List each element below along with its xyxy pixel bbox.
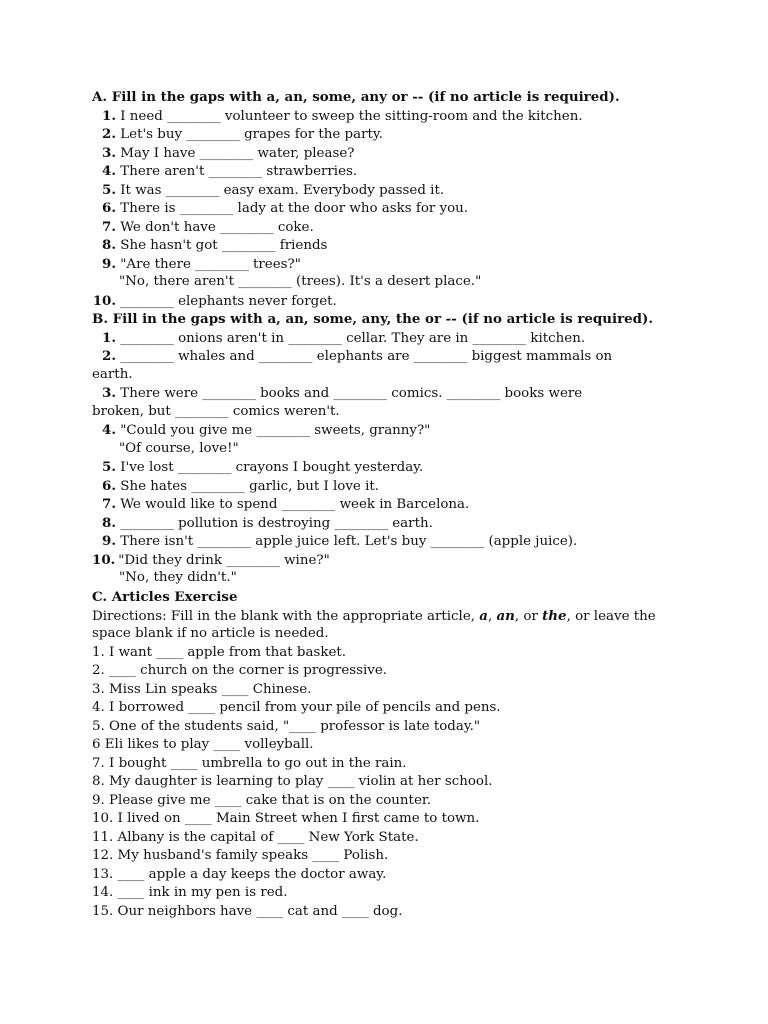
item-text: ________ elephants never forget. bbox=[120, 294, 337, 309]
section-b-item-continuation: broken, but ________ comics weren't. bbox=[92, 404, 340, 419]
section-c-item: 7. I bought ____ umbrella to go out in the rain. bbox=[92, 756, 407, 771]
section-b-item bbox=[92, 551, 330, 569]
item-number: 2. bbox=[102, 348, 116, 364]
item-text: "Could you give me ________ sweets, granny?" bbox=[120, 423, 431, 438]
item-number: 1. bbox=[102, 330, 116, 346]
item-text: ________ whales and ________ elephants are ________ biggest mammals on bbox=[120, 349, 613, 364]
item-number: 2. bbox=[102, 126, 116, 142]
section-a-item bbox=[92, 255, 301, 273]
section-b-item bbox=[92, 532, 577, 550]
item-text: There were ________ books and ________ comics. ________ books were bbox=[120, 386, 583, 401]
item-text: We don't have ________ coke. bbox=[120, 220, 314, 235]
section-a-item bbox=[92, 144, 354, 162]
article-the: the bbox=[542, 608, 567, 624]
item-number: 6. bbox=[102, 200, 116, 216]
section-c-item: 2. ____ church on the corner is progressive. bbox=[92, 663, 388, 678]
section-b-item bbox=[92, 477, 379, 495]
item-text: She hates ________ garlic, but I love it. bbox=[120, 479, 380, 494]
section-c-item: 10. I lived on ____ Main Street when I first came to town. bbox=[92, 811, 480, 826]
section-b-heading: B. Fill in the gaps with a, an, some, any, the or -- (if no article is required). bbox=[92, 311, 654, 327]
item-number: 9. bbox=[102, 256, 116, 272]
item-text: May I have ________ water, please? bbox=[120, 146, 355, 161]
section-c-item: 4. I borrowed ____ pencil from your pile of pencils and pens. bbox=[92, 700, 501, 715]
item-number: 7. bbox=[102, 219, 116, 235]
section-a-item bbox=[92, 292, 337, 310]
section-a-item bbox=[92, 107, 583, 125]
item-number: 10. bbox=[92, 552, 116, 568]
item-number: 8. bbox=[102, 515, 116, 531]
section-a-heading: A. Fill in the gaps with a, an, some, any or -- (if no article is required). bbox=[92, 89, 620, 105]
item-text: There aren't ________ strawberries. bbox=[120, 164, 358, 179]
item-number: 1. bbox=[102, 108, 116, 124]
section-b-item-continuation: "No, they didn't." bbox=[119, 570, 237, 585]
section-a-item-continuation: "No, there aren't ________ (trees). It's a desert place." bbox=[119, 274, 482, 289]
section-c-item: 9. Please give me ____ cake that is on the counter. bbox=[92, 793, 432, 808]
section-a-item bbox=[92, 199, 468, 217]
item-text: I need ________ volunteer to sweep the sitting-room and the kitchen. bbox=[120, 109, 583, 124]
section-c-item: 14. ____ ink in my pen is red. bbox=[92, 885, 288, 900]
section-a-item bbox=[92, 218, 314, 236]
item-text: There is ________ lady at the door who asks for you. bbox=[120, 201, 469, 216]
section-c-item: 6 Eli likes to play ____ volleyball. bbox=[92, 737, 314, 752]
item-text: It was ________ easy exam. Everybody passed it. bbox=[120, 183, 445, 198]
section-b-item bbox=[92, 384, 582, 402]
item-text: She hasn't got ________ friends bbox=[120, 238, 328, 253]
section-c-directions-line2: space blank if no article is needed. bbox=[92, 626, 329, 641]
item-number: 8. bbox=[102, 237, 116, 253]
section-a-item bbox=[92, 181, 444, 199]
section-a-item bbox=[92, 125, 383, 143]
section-b-item bbox=[92, 514, 433, 532]
item-text: ________ onions aren't in ________ cellar. They are in ________ kitchen. bbox=[120, 331, 586, 346]
item-number: 4. bbox=[102, 422, 116, 438]
section-b-item bbox=[92, 329, 585, 347]
section-b-item-continuation: "Of course, love!" bbox=[119, 441, 239, 456]
section-c-heading: C. Articles Exercise bbox=[92, 589, 238, 605]
section-c-directions bbox=[92, 607, 656, 625]
item-text: ________ pollution is destroying ________ earth. bbox=[120, 516, 433, 531]
section-c-item: 15. Our neighbors have ____ cat and ____ dog. bbox=[92, 904, 403, 919]
item-number: 4. bbox=[102, 163, 116, 179]
item-number: 5. bbox=[102, 459, 116, 475]
item-text: We would like to spend ________ week in Barcelona. bbox=[120, 497, 470, 512]
item-text: There isn't ________ apple juice left. Let's buy ________ (apple juice). bbox=[120, 534, 578, 549]
section-b-item bbox=[92, 347, 612, 365]
directions-sep: , bbox=[487, 609, 497, 624]
directions-sep: , or bbox=[514, 609, 543, 624]
section-b-item bbox=[92, 458, 423, 476]
section-b-item-continuation: earth. bbox=[92, 367, 133, 382]
section-c-item: 3. Miss Lin speaks ____ Chinese. bbox=[92, 682, 312, 697]
item-text: "Did they drink ________ wine?" bbox=[118, 553, 330, 568]
item-number: 6. bbox=[102, 478, 116, 494]
item-text: "Are there ________ trees?" bbox=[120, 257, 301, 272]
section-c-item: 8. My daughter is learning to play ____ violin at her school. bbox=[92, 774, 493, 789]
article-an: an bbox=[496, 608, 515, 624]
section-a-item bbox=[92, 236, 327, 254]
section-a-item bbox=[92, 162, 357, 180]
section-c-item: 12. My husband's family speaks ____ Polish. bbox=[92, 848, 389, 863]
item-number: 7. bbox=[102, 496, 116, 512]
item-number: 10. bbox=[92, 293, 116, 309]
item-text: I've lost ________ crayons I bought yesterday. bbox=[120, 460, 424, 475]
section-b-item bbox=[92, 421, 430, 439]
directions-text: , or leave the bbox=[566, 609, 656, 624]
item-number: 9. bbox=[102, 533, 116, 549]
directions-text: Directions: Fill in the blank with the appropriate article, bbox=[92, 609, 480, 624]
section-c-item: 11. Albany is the capital of ____ New York State. bbox=[92, 830, 419, 845]
section-c-item: 5. One of the students said, "____ professor is late today." bbox=[92, 719, 481, 734]
item-number: 3. bbox=[102, 145, 116, 161]
item-text: Let's buy ________ grapes for the party. bbox=[120, 127, 383, 142]
item-number: 5. bbox=[102, 182, 116, 198]
section-b-item bbox=[92, 495, 469, 513]
section-c-item: 1. I want ____ apple from that basket. bbox=[92, 645, 347, 660]
article-a: a bbox=[479, 608, 488, 624]
item-number: 3. bbox=[102, 385, 116, 401]
section-c-item: 13. ____ apple a day keeps the doctor away. bbox=[92, 867, 387, 882]
